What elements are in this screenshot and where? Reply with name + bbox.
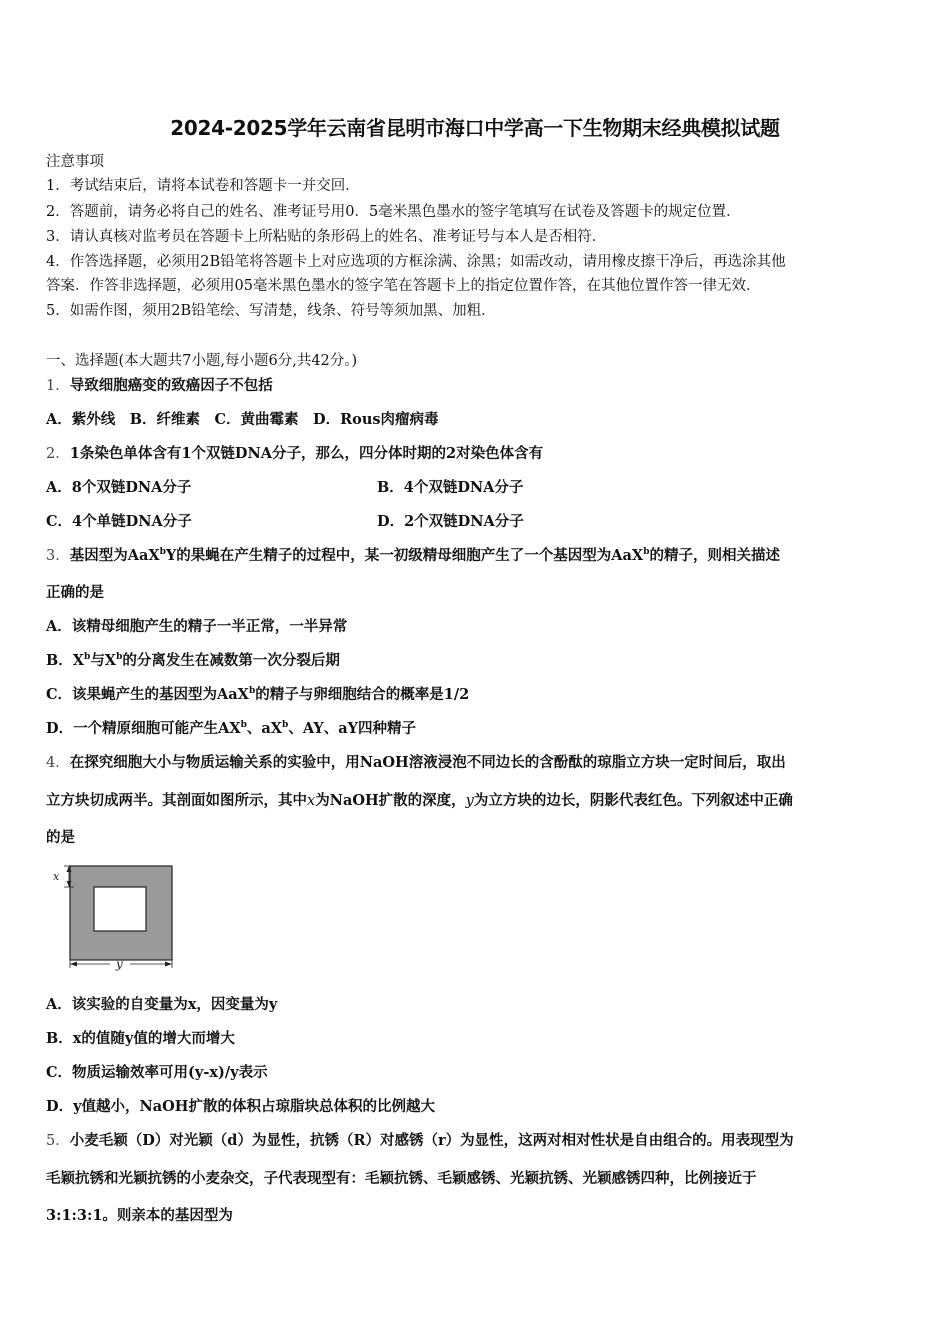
superscript: b xyxy=(240,720,247,730)
figure-label-x: x xyxy=(53,870,60,883)
notice-item: 答案．作答非选择题，必须用05毫米黑色墨水的签字笔在答题卡上的指定位置作答，在其他位置作答一律无效． xyxy=(46,278,761,294)
q4-option-d: D．y值越小，NaOH扩散的体积占琼脂块总体积的比例越大 xyxy=(46,1098,435,1115)
question-stem-part: 的精子，则相关描述 xyxy=(649,547,780,564)
question-4-line2 xyxy=(46,791,793,811)
superscript: b xyxy=(116,652,123,662)
superscript: b xyxy=(84,652,91,662)
q2-option-b: B．4个双链DNA分子 xyxy=(377,479,524,496)
option-text: 的精子与卵细胞结合的概率是1/2 xyxy=(255,686,470,703)
question-5 xyxy=(46,1131,794,1151)
figure-label-y: y xyxy=(116,957,123,971)
notice-item: 1．考试结束后，请将本试卷和答题卡一并交回． xyxy=(46,178,360,194)
q1-options: A．紫外线 B．纤维素 C．黄曲霉素 D．Rous肉瘤病毒 xyxy=(46,411,439,428)
page-title: 2024-2025学年云南省昆明市海口中学高一下生物期末经典模拟试题 xyxy=(170,116,780,140)
q2-option-c: C．4个单链DNA分子 xyxy=(46,513,192,530)
question-3 xyxy=(46,546,780,566)
q4-option-c: C．物质运输效率可用(y-x)/y表示 xyxy=(46,1064,268,1081)
stem-part: 为立方块的边长，阴影代表红色。下列叙述中正确 xyxy=(473,792,793,809)
question-number: 3． xyxy=(46,548,70,564)
option-text: B．X xyxy=(46,652,85,669)
notice-item: 3．请认真核对监考员在答题卡上所粘贴的条形码上的姓名、准考证号与本人是否相符． xyxy=(46,229,607,245)
question-stem: 小麦毛颖（D）对光颖（d）为显性，抗锈（R）对感锈（r）为显性，这两对相对性状是自由组合的。用表现型为 xyxy=(69,1132,794,1149)
question-stem: 在探究细胞大小与物质运输关系的实验中，用NaOH溶液浸泡不同边长的含酚酞的琼脂立方块一定时间后，取出 xyxy=(69,754,786,771)
q3-option-c xyxy=(46,685,469,705)
stem-part: 立方块切成两半。其剖面如图所示，其中 xyxy=(46,792,307,809)
question-number: 5． xyxy=(46,1133,70,1149)
section-heading: 一、选择题(本大题共7小题,每小题6分,共42分。) xyxy=(46,353,358,369)
question-4 xyxy=(46,753,786,773)
variable-x: x xyxy=(307,793,316,809)
variable-y: y xyxy=(465,793,474,809)
question-5-line3: 3:1:3:1。则亲本的基因型为 xyxy=(46,1207,233,1224)
agar-cube-section-figure xyxy=(48,862,178,972)
q3-option-b xyxy=(46,651,340,671)
option-text: 与X xyxy=(90,652,117,669)
question-number: 2． xyxy=(46,446,70,462)
option-text: C．该果蝇产生的基因型为AaX xyxy=(46,686,249,703)
question-3-line2: 正确的是 xyxy=(46,584,104,601)
q4-option-b: B．x的值随y值的增大而增大 xyxy=(46,1030,235,1047)
option-text: D．一个精原细胞可能产生AX xyxy=(46,720,241,737)
notice-item: 2．答题前，请务必将自己的姓名、准考证号用0．5毫米黑色墨水的签字笔填写在试卷及答题卡的规定位置． xyxy=(46,204,741,220)
question-stem-part: Y的果蝇在产生精子的过程中，某一初级精母细胞产生了一个基因型为AaX xyxy=(165,547,644,564)
notice-item: 5．如需作图，须用2B铅笔绘、写清楚，线条、符号等须加黑、加粗． xyxy=(46,303,496,319)
superscript: b xyxy=(643,547,650,557)
q3-option-d xyxy=(46,719,416,739)
option-text: 、AY、aY四种精子 xyxy=(288,720,416,737)
question-stem-part: 基因型为AaX xyxy=(69,547,160,564)
question-stem: 导致细胞癌变的致癌因子不包括 xyxy=(69,377,273,394)
question-number: 4． xyxy=(46,755,70,771)
option-text: 、aX xyxy=(246,720,283,737)
q2-option-d: D．2个双链DNA分子 xyxy=(377,513,524,530)
q2-option-a: A．8个双链DNA分子 xyxy=(46,479,192,496)
q4-option-a: A．该实验的自变量为x，因变量为y xyxy=(46,996,278,1013)
superscript: b xyxy=(282,720,289,730)
option-text: 的分离发生在减数第一次分裂后期 xyxy=(122,652,340,669)
question-2 xyxy=(46,444,543,464)
superscript: b xyxy=(159,547,166,557)
notice-item: 4．作答选择题，必须用2B铅笔将答题卡上对应选项的方框涂满、涂黑；如需改动，请用橡皮擦干净后，再选涂其他 xyxy=(46,254,786,270)
question-4-line3: 的是 xyxy=(46,829,75,846)
q3-option-a: A．该精母细胞产生的精子一半正常，一半异常 xyxy=(46,618,348,635)
stem-part: 为NaOH扩散的深度， xyxy=(315,792,466,809)
superscript: b xyxy=(248,686,256,696)
inner-unshaded-region xyxy=(94,887,146,931)
notice-heading: 注意事项 xyxy=(46,154,104,170)
question-number: 1． xyxy=(46,378,70,394)
question-stem: 1条染色单体含有1个双链DNA分子，那么，四分体时期的2对染色体含有 xyxy=(69,445,544,462)
question-5-line2: 毛颖抗锈和光颖抗锈的小麦杂交，子代表现型有：毛颖抗锈、毛颖感锈、光颖抗锈、光颖感锈四种，比例接近于 xyxy=(46,1170,757,1187)
question-1 xyxy=(46,376,273,396)
